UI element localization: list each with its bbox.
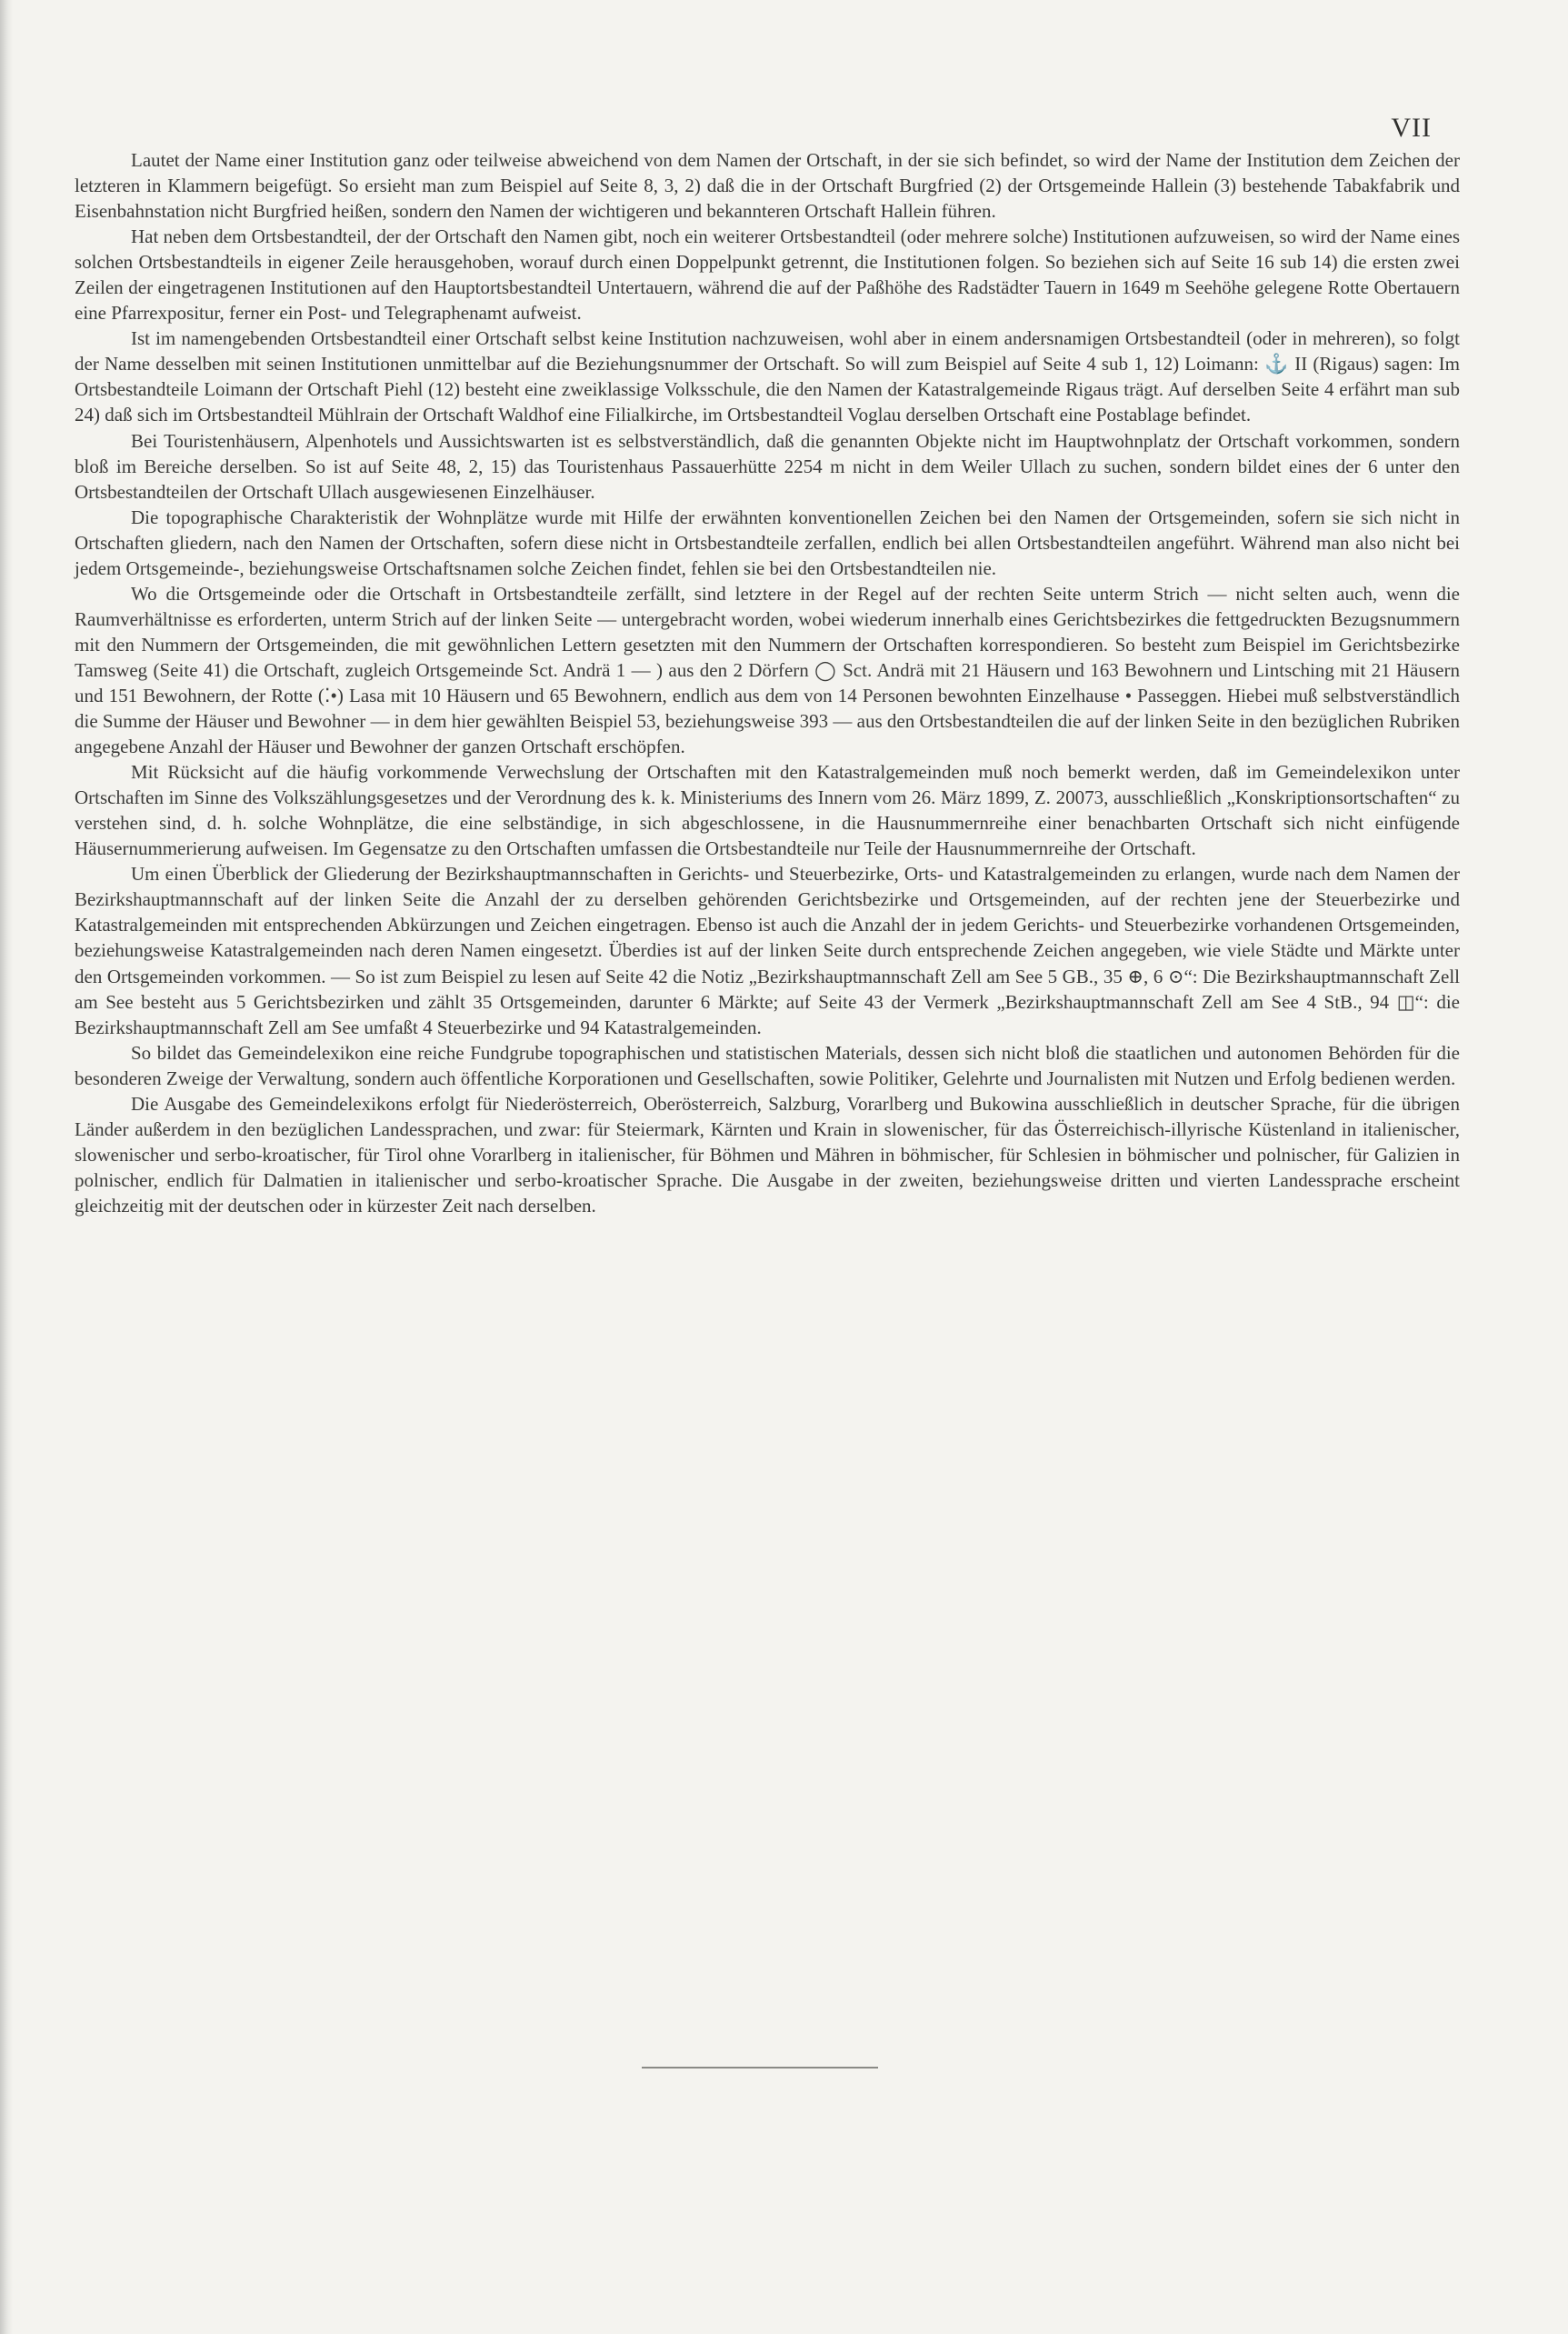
paragraph: Die topographische Charakteristik der Wohnplätze wurde mit Hilfe der erwähnten konventionellen Zeichen bei den Namen der Ortsgemeinden, sofern sie sich nicht in Ortschaften gliedern, nach den Namen der Ortschaften, sofern diese nicht in Ortsbestandteile zerfallen, endlich bei allen Ortsbestandteilen angeführt. Während man also nicht bei jedem Ortsgemeinde-, beziehungsweise Ortschaftsnamen solche Zeichen findet, fehlen sie bei den Ortsbestandteilen nie. — [75, 506, 1460, 579]
paragraph: Bei Touristenhäusern, Alpenhotels und Aussichtswarten ist es selbstverständlich, daß die genannten Objekte nicht im Hauptwohnplatz der Ortschaft vorkommen, sondern bloß im Bereiche derselben. So ist auf Seite 48, 2, 15) das Touristenhaus Passauerhütte 2254 m nicht in dem Weiler Ullach zu suchen, sondern bildet eines der 6 unter den Ortsbestandteilen der Ortschaft Ullach ausgewiesenen Einzelhäuser. — [75, 429, 1460, 503]
paragraph: Hat neben dem Ortsbestandteil, der der Ortschaft den Namen gibt, noch ein weiterer Ortsbestandteil (oder mehrere solche) Institutionen aufzuweisen, so wird der Name eines solchen Ortsbestandteils in eigener Zeile herausgehoben, worauf durch einen Doppelpunkt getrennt, die Institutionen folgen. So beziehen sich auf Seite 16 sub 14) die ersten zwei Zeilen der eingetragenen Institutionen auf den Hauptortsbestandteil Untertauern, während die auf der Paßhöhe des Radstädter Tauern in 1649 m Seehöhe gelegene Rotte Obertauern eine Pfarrexpositur, ferner ein Post- und Telegraphenamt aufweist. — [75, 225, 1460, 325]
closing-rule — [642, 2067, 878, 2069]
paragraph: Ist im namengebenden Ortsbestandteil einer Ortschaft selbst keine Institution nachzuweisen, wohl aber in einem andersnamigen Ortsbestandteil (oder in mehreren), so folgt der Name desselben mit seinen Institutionen unmittelbar auf die Beziehungsnummer der Ortschaft. So will zum Beispiel auf Seite 4 sub 1, 12) Loimann: ⚓ II (Rigaus) sagen: Im Ortsbestandteile Loimann der Ortschaft Piehl (12) besteht eine zweiklassige Volksschule, die den Namen der Katastralgemeinde Rigaus trägt. Auf derselben Seite 4 erfährt man sub 24) daß sich im Ortsbestandteil Mühlrain der Ortschaft Waldhof eine Filialkirche, im Ortsbestandteil Voglau derselben Ortschaft eine Postablage befindet. — [75, 327, 1460, 426]
paragraph: Um einen Überblick der Gliederung der Bezirkshauptmannschaften in Gerichts- und Steuerbezirke, Orts- und Katastralgemeinden zu erlangen, wurde nach dem Namen der Bezirkshauptmannschaft auf der linken Seite die Anzahl der zu derselben gehörenden Gerichtsbezirke und Ortsgemeinden, auf der rechten jene der Steuerbezirke und Katastralgemeinden mit entsprechenden Abkürzungen und Zeichen eingetragen. Ebenso ist auch die Anzahl der in jedem Gerichts- und Steuerbezirke vorhandenen Ortsgemeinden, beziehungsweise Katastralgemeinden nach deren Namen eingesetzt. Überdies ist auf der linken Seite durch entsprechende Zeichen angegeben, wie viele Städte und Märkte unter den Ortsgemeinden vorkommen. — So ist zum Beispiel zu lesen auf Seite 42 die Notiz „Bezirkshauptmannschaft Zell am See 5 GB., 35 ⊕, 6 ⊙“: Die Bezirkshauptmannschaft Zell am See besteht aus 5 Gerichtsbezirken und zählt 35 Ortsgemeinden, darunter 6 Märkte; auf Seite 43 der Vermerk „Bezirkshauptmannschaft Zell am See 4 StB., 94 ◫“: die Bezirkshauptmannschaft Zell am See umfaßt 4 Steuerbezirke und 94 Katastralgemeinden. — [75, 863, 1460, 1038]
paragraph: Wo die Ortsgemeinde oder die Ortschaft in Ortsbestandteile zerfällt, sind letztere in der Regel auf der rechten Seite unterm Strich — nicht selten auch, wenn die Raumverhältnisse es erforderten, unterm Strich auf der linken Seite — untergebracht worden, wobei wiederum innerhalb eines Gerichtsbezirkes die fettgedruckten Bezugsnummern mit den Nummern der Ortsgemeinden, die mit gewöhnlichen Lettern gesetzten mit den Nummern der Ortschaften korrespondieren. So besteht zum Beispiel im Gerichtsbezirke Tamsweg (Seite 41) die Ortschaft, zugleich Ortsgemeinde Sct. Andrä 1 — ) aus den 2 Dörfern ◯ Sct. Andrä mit 21 Häusern und 163 Bewohnern und Lintsching mit 21 Häusern und 151 Bewohnern, der Rotte (⁚•) Lasa mit 10 Häusern und 65 Bewohnern, endlich aus dem von 14 Personen bewohnten Einzelhause • Passeggen. Hiebei muß selbstverständlich die Summe der Häuser und Bewohner — in dem hier gewählten Beispiel 53, beziehungsweise 393 — aus den Ortsbestandteilen die auf der linken Seite in den bezüglichen Rubriken angegebene Anzahl der Häuser und Bewohner der ganzen Ortschaft erschöpfen. — [75, 582, 1460, 758]
paragraph: Lautet der Name einer Institution ganz oder teilweise abweichend von dem Namen der Ortschaft, in der sie sich befindet, so wird der Name der Institution dem Zeichen der letzteren in Klammern beigefügt. So ersieht man zum Beispiel auf Seite 8, 3, 2) daß die in der Ortschaft Burgfried (2) der Ortsgemeinde Hallein (3) bestehende Tabakfabrik und Eisenbahnstation nicht Burgfried heißen, sondern den Namen der wichtigeren und bekannteren Ortschaft Hallein führen. — [75, 149, 1460, 223]
paragraph: Mit Rücksicht auf die häufig vorkommende Verwechslung der Ortschaften mit den Katastralgemeinden muß noch bemerkt werden, daß im Gemeindelexikon unter Ortschaften im Sinne des Volkszählungsgesetzes und der Verordnung des k. k. Ministeriums des Innern vom 26. März 1899, Z. 20073, ausschließlich „Konskriptionsortschaften“ zu verstehen sind, d. h. solche Wohnplätze, die eine selbständige, in sich abgeschlossene, in die Hausnummernreihe einer benachbarten Ortschaft sich nicht einfügende Häusernummerierung aufweisen. Im Gegensatze zu den Ortschaften umfassen die Ortsbestandteile nur Teile der Hausnummernreihe der Ortschaft. — [75, 761, 1460, 860]
paragraph: So bildet das Gemeindelexikon eine reiche Fundgrube topographischen und statistischen Materials, dessen sich nicht bloß die staatlichen und autonomen Behörden für die besonderen Zweige der Verwaltung, sondern auch öffentliche Korporationen und Gesellschaften, sowie Politiker, Gelehrte und Journalisten mit Nutzen und Erfolg bedienen werden. — [75, 1041, 1460, 1089]
paragraph: Die Ausgabe des Gemeindelexikons erfolgt für Niederösterreich, Oberösterreich, Salzburg, Vorarlberg und Bukowina ausschließlich in deutscher Sprache, für die übrigen Länder außerdem in den bezüglichen Landessprachen, und zwar: für Steiermark, Kärnten und Krain in slowenischer, für das Österreichisch-illyrische Küstenland in italienischer, slowenischer und serbo-kroatischer, für Tirol ohne Vorarlberg in italienischer, für Böhmen und Mähren in böhmischer, für Schlesien in böhmischer und polnischer, für Galizien in polnischer, endlich für Dalmatien in italienischer und serbo-kroatischer Sprache. Die Ausgabe in der zweiten, beziehungsweise dritten und vierten Landessprache erscheint gleichzeitig mit der deutschen oder in kürzester Zeit nach derselben. — [75, 1092, 1460, 1217]
body-text — [75, 147, 1460, 1218]
scan-edge-shadow — [0, 0, 13, 2334]
page-number: VII — [1391, 113, 1432, 143]
